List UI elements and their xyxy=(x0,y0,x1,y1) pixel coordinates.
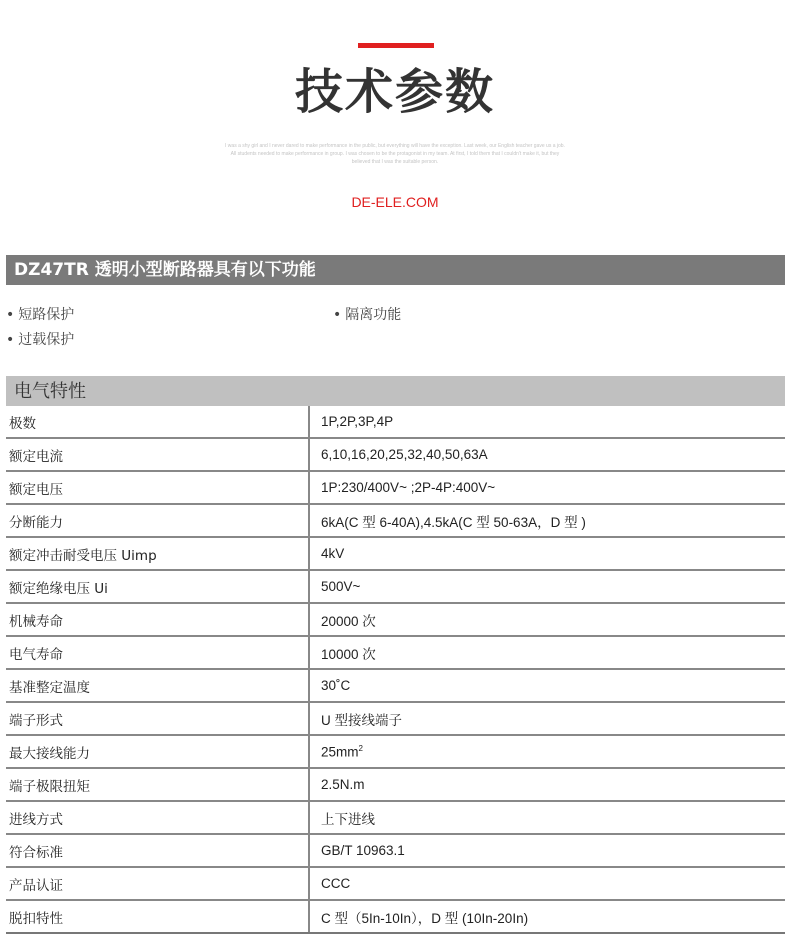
table-row xyxy=(6,900,785,933)
spec-value xyxy=(309,636,785,669)
table-row xyxy=(6,834,785,867)
spec-key: 符合标准 xyxy=(6,834,309,867)
spec-key: 最大接线能力 xyxy=(6,735,309,768)
spec-value-text: U 型接线端子 xyxy=(321,712,402,728)
spec-value-text: 4kV xyxy=(321,546,345,561)
bullet-icon: • xyxy=(6,307,15,323)
spec-key: 基准整定温度 xyxy=(6,669,309,702)
superscript: 2 xyxy=(358,743,363,753)
bullet-icon: • xyxy=(6,332,15,348)
spec-value-text: 1P,2P,3P,4P xyxy=(321,414,394,429)
specs-table xyxy=(6,406,785,934)
table-row xyxy=(6,471,785,504)
spec-value-text: GB/T 10963.1 xyxy=(321,843,405,858)
spec-value xyxy=(309,900,785,933)
page-title: 技术参数 xyxy=(294,64,495,120)
table-row xyxy=(6,669,785,702)
spec-key: 额定电流 xyxy=(6,438,309,471)
spec-value-text: 25mm xyxy=(321,744,359,760)
table-row xyxy=(6,438,785,471)
spec-key: 端子形式 xyxy=(6,702,309,735)
table-row xyxy=(6,537,785,570)
function-item xyxy=(333,304,401,324)
table-row xyxy=(6,867,785,900)
function-item xyxy=(6,304,74,324)
bullet-icon: • xyxy=(333,307,342,323)
spec-value xyxy=(309,768,785,801)
function-label: 过载保护 xyxy=(18,332,75,348)
specs-header: 电气特性 xyxy=(6,376,785,406)
spec-value-text: 6kA(C 型 6-40A),4.5kA(C 型 50-63A，D 型 ) xyxy=(321,514,586,530)
spec-key: 额定冲击耐受电压 Uimp xyxy=(6,537,309,570)
spec-value xyxy=(309,438,785,471)
spec-value xyxy=(309,669,785,702)
function-label: 隔离功能 xyxy=(345,307,402,323)
function-label: 短路保护 xyxy=(18,307,75,323)
spec-value-text: 1P:230/400V~ ;2P-4P:400V~ xyxy=(321,480,496,495)
table-row xyxy=(6,702,785,735)
spec-value xyxy=(309,471,785,504)
site-link[interactable]: DE-ELE.COM xyxy=(351,194,439,210)
table-row xyxy=(6,406,785,438)
functions-header: DZ47TR 透明小型断路器具有以下功能 xyxy=(6,255,785,285)
spec-key: 产品认证 xyxy=(6,867,309,900)
spec-value-text: 上下进线 xyxy=(321,811,375,827)
spec-value xyxy=(309,570,785,603)
spec-key: 分断能力 xyxy=(6,504,309,537)
spec-value-text: 30˚C xyxy=(321,678,351,693)
spec-value xyxy=(309,735,785,768)
spec-value xyxy=(309,801,785,834)
spec-key: 极数 xyxy=(6,406,309,438)
table-row xyxy=(6,768,785,801)
spec-value xyxy=(309,406,785,438)
function-item xyxy=(6,329,74,349)
table-row xyxy=(6,570,785,603)
spec-key: 额定电压 xyxy=(6,471,309,504)
spec-key: 额定绝缘电压 Ui xyxy=(6,570,309,603)
spec-value xyxy=(309,834,785,867)
table-row xyxy=(6,504,785,537)
spec-value-text: 2.5N.m xyxy=(321,777,365,792)
spec-value xyxy=(309,537,785,570)
spec-value xyxy=(309,867,785,900)
spec-value-text: C 型（5In-10In），D 型 (10In-20In) xyxy=(321,910,529,926)
spec-value-text: CCC xyxy=(321,876,351,891)
spec-value-text: 10000 次 xyxy=(321,646,376,662)
spec-key: 进线方式 xyxy=(6,801,309,834)
spec-value-text: 6,10,16,20,25,32,40,50,63A xyxy=(321,447,488,462)
title-accent-bar xyxy=(358,43,434,48)
table-row xyxy=(6,801,785,834)
spec-value xyxy=(309,603,785,636)
spec-value-text: 500V~ xyxy=(321,579,361,594)
table-row xyxy=(6,735,785,768)
table-row xyxy=(6,636,785,669)
spec-value-text: 20000 次 xyxy=(321,613,376,629)
spec-key: 端子极限扭矩 xyxy=(6,768,309,801)
spec-key: 电气寿命 xyxy=(6,636,309,669)
spec-value xyxy=(309,504,785,537)
spec-key: 脱扣特性 xyxy=(6,900,309,933)
spec-key: 机械寿命 xyxy=(6,603,309,636)
decorative-blurb: I was a shy girl and I never dared to make performance in the public, but everything will have the exception. Last week, our English teacher gave us a job. All students needed to make performance in group. I was chosen to be the protagonist in my team. At first, I told them that I couldn't make it, but they believed that I was the suitable person. xyxy=(225,143,565,165)
spec-value xyxy=(309,702,785,735)
table-row xyxy=(6,603,785,636)
